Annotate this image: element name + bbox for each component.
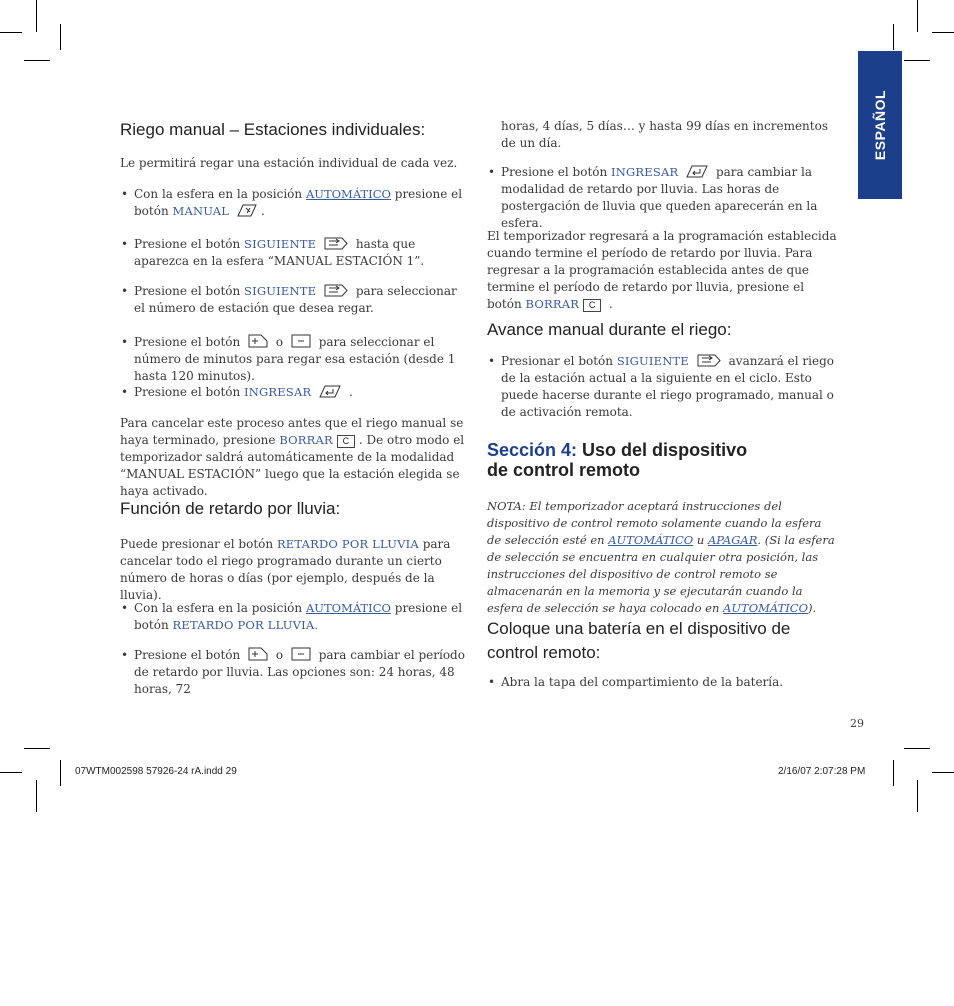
next-button-icon — [324, 237, 348, 250]
paragraph-continued: horas, 4 días, 5 días… y hasta 99 días en incrementos de un día. — [501, 119, 828, 150]
keyword-ingresar: INGRESAR — [611, 165, 679, 179]
paragraph-intro: Le permitirá regar una estación individual de cada vez. — [120, 156, 458, 170]
crop-mark — [60, 24, 61, 50]
note-remote: NOTA: El temporizador aceptará instrucciones del dispositivo de control remoto solamente cuando la esfera de selección esté en AUTOMÁTICO u APAGAR. (Si la esfera de selección se encuentra en cualquier otra posición, las instrucciones del dispositivo de control remoto se almacenarán en la memoria y se ejecutarán cuando la esfera de selección se haya colocado en AUTOMÁTICO). — [487, 499, 835, 615]
crop-mark — [0, 32, 22, 33]
keyword-retardo: RETARDO POR LLUVIA. — [172, 618, 319, 632]
keyword-siguiente: SIGUIENTE — [244, 237, 317, 251]
keyword-apagar: APAGAR — [707, 533, 758, 547]
footer-timestamp: 2/16/07 2:07:28 PM — [778, 766, 866, 777]
next-button-icon — [324, 284, 348, 297]
list-item: • Presione el botón INGRESAR . — [121, 385, 353, 399]
keyword-siguiente: SIGUIENTE — [616, 354, 689, 368]
crop-mark — [932, 32, 954, 33]
clear-button-icon: C — [337, 435, 355, 448]
crop-mark — [904, 60, 930, 61]
page-number: 29 — [850, 717, 864, 730]
paragraph-cancel: Para cancelar este proceso antes que el riego manual se haya terminado, presione BORRAR C . De otro modo el temporizador saldrá automáticamente de la modalidad “MANUAL ESTACIÓN” luego que la estación elegida se haya activado. — [120, 416, 465, 498]
keyword-borrar: BORRAR — [279, 433, 333, 447]
heading-battery: Coloque una batería en el dispositivo de control remoto: — [487, 619, 791, 662]
paragraph-rain-delay: Puede presionar el botón RETARDO POR LLUVIA para cancelar todo el riego programado durante un cierto número de horas o días (por ejemplo, después de la lluvia). — [120, 537, 451, 602]
enter-button-icon — [319, 385, 341, 398]
crop-mark — [24, 748, 50, 749]
next-button-icon — [697, 354, 721, 367]
heading-rain-delay: Función de retardo por lluvia: — [120, 499, 341, 518]
language-tab-label: ESPAÑOL — [872, 89, 888, 161]
keyword-automatico: AUTOMÁTICO — [723, 601, 809, 615]
keyword-automatico: AUTOMÁTICO — [305, 187, 391, 201]
list-item: • Presione el botón INGRESAR para cambiar la modalidad de retardo por lluvia. Las horas de postergación de lluvia que queden aparecerán en la esfera. — [488, 165, 818, 230]
crop-mark — [36, 780, 37, 812]
list-item: • Presione el botón SIGUIENTE para seleccionar el número de estación que desea regar. — [121, 284, 457, 315]
keyword-automatico: AUTOMÁTICO — [305, 601, 391, 615]
list-item: • Presionar el botón SIGUIENTE avanzará el riego de la estación actual a la siguiente en el ciclo. Esto puede hacerse durante el riego programado, manual o de activación remota. — [488, 354, 834, 419]
keyword-manual: MANUAL — [172, 204, 230, 218]
keyword-automatico: AUTOMÁTICO — [608, 533, 694, 547]
section-title-line2: de control remoto — [487, 460, 641, 480]
minus-button-icon — [291, 647, 311, 661]
keyword-borrar: BORRAR — [525, 297, 580, 311]
clear-button-icon: C — [583, 299, 601, 312]
section-heading: Sección 4: Uso del dispositivo de control remoto — [487, 440, 748, 480]
list-item: • Presione el botón o para seleccionar el número de minutos para regar esa estación (desde 1 hasta 120 minutos). — [121, 335, 456, 383]
keyword-retardo: RETARDO POR LLUVIA — [276, 537, 419, 551]
plus-button-icon — [248, 334, 268, 348]
list-item: • Con la esfera en la posición AUTOMÁTICO presione el botón MANUAL . — [121, 187, 463, 218]
crop-mark — [917, 780, 918, 812]
section-number: Sección 4 — [487, 440, 572, 460]
crop-mark — [904, 748, 930, 749]
plus-button-icon — [248, 647, 268, 661]
keyword-siguiente: SIGUIENTE — [244, 284, 317, 298]
crop-mark — [917, 0, 918, 32]
heading-manual-watering: Riego manual – Estaciones individuales: — [120, 120, 426, 139]
crop-mark — [0, 772, 22, 773]
crop-mark — [893, 24, 894, 50]
footer-filename: 07WTM002598 57926-24 rA.indd 29 — [75, 766, 237, 777]
crop-mark — [893, 760, 894, 786]
crop-mark — [932, 772, 954, 773]
paragraph-timer-return: El temporizador regresará a la programación establecida cuando termine el período de retardo por lluvia. Para regresar a la programación establecida antes de que termine el período de retardo por lluvia, presione el botón BORRAR C . — [487, 229, 837, 311]
crop-mark — [36, 0, 37, 32]
keyword-ingresar: INGRESAR — [244, 385, 312, 399]
heading-manual-advance: Avance manual durante el riego: — [487, 320, 732, 339]
section-title: Uso del dispositivo — [577, 440, 748, 460]
crop-mark — [60, 760, 61, 786]
list-item: • Abra la tapa del compartimiento de la batería. — [488, 675, 784, 689]
enter-button-icon — [686, 165, 708, 178]
list-item: • Presione el botón o para cambiar el período de retardo por lluvia. Las opciones son: 24 horas, 48 horas, 72 — [121, 648, 465, 696]
manual-button-icon — [237, 204, 257, 217]
language-tab — [858, 51, 902, 199]
list-item: • Con la esfera en la posición AUTOMÁTICO presione el botón RETARDO POR LLUVIA. — [121, 601, 463, 632]
crop-mark — [24, 60, 50, 61]
list-item: • Presione el botón SIGUIENTE hasta que aparezca en la esfera “MANUAL ESTACIÓN 1”. — [121, 237, 425, 268]
minus-button-icon — [291, 334, 311, 348]
